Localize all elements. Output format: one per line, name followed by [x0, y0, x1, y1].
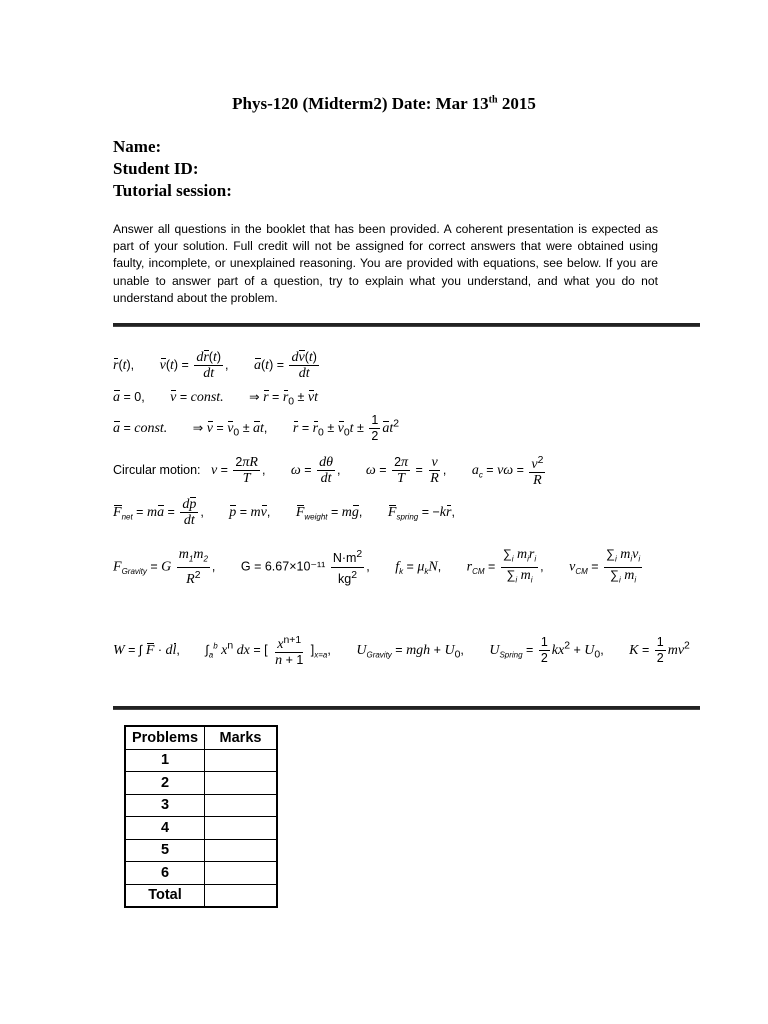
name-field-label: Name:	[113, 137, 162, 156]
marks-cell	[205, 772, 278, 795]
problem-number: 1	[125, 749, 205, 772]
marks-cell	[205, 884, 278, 907]
tutorial-session-field-label: Tutorial session:	[113, 181, 232, 200]
table-row	[125, 772, 277, 795]
total-label: Total	[125, 884, 205, 907]
marks-cell	[205, 862, 278, 885]
student-id-field-label: Student ID:	[113, 159, 199, 178]
problem-number: 3	[125, 794, 205, 817]
problem-number: 4	[125, 817, 205, 840]
marks-header: Marks	[205, 726, 278, 749]
marks-table	[124, 725, 278, 908]
marks-cell	[205, 839, 278, 862]
problem-number: 5	[125, 839, 205, 862]
table-row	[125, 839, 277, 862]
work-energy-formula: W = ∫ F · dl, $\int_a^b$ $x^n$ dx = [ $\frac{x^{n+1}}{n + 1}$ ]$_{x=a}$, $U_{Gravity}$ = mgh + $U_0$, $U_{Spring}$ = $\frac{1}{2}$ $kx^2 + U_0$, K = $\frac{1}{2}$ $mv^2$	[113, 635, 690, 669]
forces-formula: $F_{net}$ = ma = $\frac{dp}{dt}$ , p = mv, $F_{weight}$ = mg, $F_{spring} = -kr$,	[113, 497, 455, 528]
problem-number: 2	[125, 772, 205, 795]
constant-acceleration-formula: a = const. ⇒ $v = v_0$ ± at, $r = r_0 \pm v_0t$ ± $\frac{1}{2}$ $at^2$	[113, 413, 400, 443]
marks-cell	[205, 817, 278, 840]
table-row	[125, 884, 277, 907]
top-divider	[113, 323, 700, 327]
marks-cell	[205, 794, 278, 817]
bottom-divider	[113, 706, 700, 710]
table-row	[125, 862, 277, 885]
problem-number: 6	[125, 862, 205, 885]
gravity-center-of-mass-formula: $F_{Gravity} = G$ $\frac{m_1m_2}{R^2}$ , G = 6.67×10⁻¹¹ $\frac{N\cdot m^2}{kg^2}$ , $f_k = \mu_kN$, $r_{CM}$ = $\frac{\sum_i m_ir_i}{\sum_i m_i}$ , $v_{CM}$ = $\frac{\sum_i m_iv_i}{\sum_i m_i}$	[113, 547, 641, 587]
constant-velocity-formula: a = 0, v = const. ⇒ $r = r_0$ ± vt	[113, 390, 318, 408]
instructions-paragraph: Answer all questions in the booklet that has been provided. A coherent presentation is expected as part of your solution. Full credit will not be assigned for correct answers that were obtained using faulty, incomplete, or unexplained reasoning. You are provided with equations, see below. If you are unable to answer part of a question, try to explain what you understand, and what you do not understand about the problem.	[113, 222, 658, 305]
table-header-row	[125, 726, 277, 749]
table-row	[125, 817, 277, 840]
page-title: Phys-120 (Midterm2) Date: Mar 13th 2015	[232, 94, 536, 113]
problems-header: Problems	[125, 726, 205, 749]
circular-motion-formula: Circular motion: v = $\frac{2\pi R}{T}$ , ω = $\frac{d\theta}{dt}$ , ω = $\frac{2\pi}{T}$ = $\frac{v}{R}$ , $a_c = v\omega$ = $\frac{v^2}{R}$	[113, 455, 544, 489]
kinematics-definitions-formula: r(t), v(t) = $\frac{dr(t)}{dt}$ , a(t) = $\frac{dv(t)}{dt}$	[113, 350, 317, 381]
table-row	[125, 794, 277, 817]
table-row	[125, 749, 277, 772]
marks-cell	[205, 749, 278, 772]
